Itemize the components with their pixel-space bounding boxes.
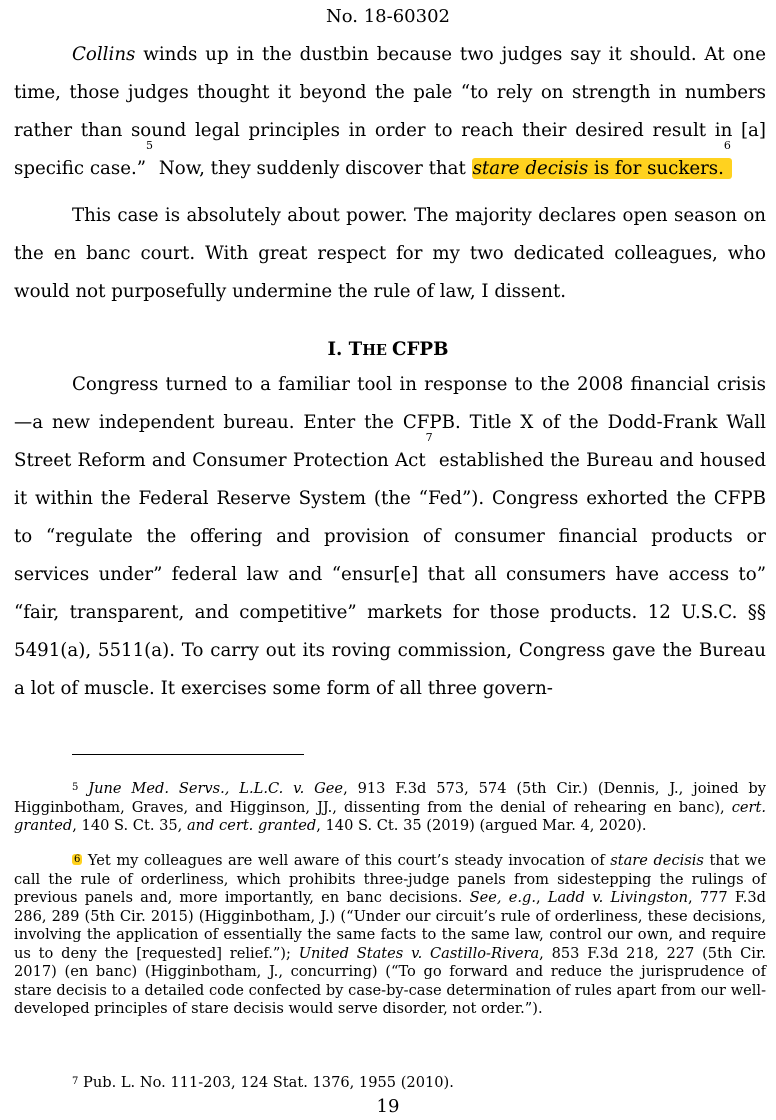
- footnote-5: $^5$ June Med. Servs., L.L.C. v. Gee, 913 F.3d 573, 574 (5th Cir.) (Dennis, J., joined by Higginbotham, Graves, and Higginson, JJ., dissenting from the denial of rehearing en banc), cert. granted, 140 S. Ct. 35, and cert. granted, 140 S. Ct. 35 (2019) (argued Mar. 4, 2020).: [14, 780, 766, 834]
- paragraph-3: Congress turned to a familiar tool in response to the 2008 financial crisis—a new independent bureau. Enter the CFPB. Title X of the Dodd-Frank Wall Street Reform and Consumer Protection Act$^7$ established the Bureau and housed it within the Federal Reserve System (the “Fed”). Congress exhorted the CFPB to “regulate the offering and provision of consumer financial products or services under” federal law and “ensur[e] that all consumers have access to” “fair, transparent, and competitive” markets for those products. 12 U.S.C. §§ 5491(a), 5511(a). To carry out its roving commission, Congress gave the Bureau a lot of muscle. It exercises some form of all three govern-: [14, 374, 766, 699]
- section-heading: I. THE CFPB: [327, 339, 449, 360]
- footnote-mark-6[interactable]: 6: [74, 854, 81, 865]
- case-name-collins: Collins: [72, 44, 136, 65]
- footnote-ref-7[interactable]: 7: [425, 431, 433, 444]
- footnote-7: $^7$ Pub. L. No. 111-203, 124 Stat. 1376, 1955 (2010).: [72, 1074, 454, 1091]
- page-number: 19: [376, 1096, 400, 1117]
- paragraph-2: This case is absolutely about power. The majority declares open season on the en banc court. With great respect for my two dedicated colleagues, who would not purposefully undermine the rule of law, I dissent.: [14, 205, 766, 302]
- footnote-ref-5[interactable]: 5: [146, 139, 154, 152]
- footnote-6: $^6$ Yet my colleagues are well aware of this court’s steady invocation of stare decisis that we call the rule of orderliness, which prohibits three-judge panels from sidestepping the rulings of previous panels and, more importantly, en banc decisions. See, e.g., Ladd v. Livingston, 777 F.3d 286, 289 (5th Cir. 2015) (Higginbotham, J.) (“Under our circuit’s rule of orderliness, these decisions, involving the application of essentially the same facts to the same law, control our own, and require us to deny the [requested] relief.”); United States v. Castillo-Rivera, 853 F.3d 218, 227 (5th Cir. 2017) (en banc) (Higginbotham, J., concurring) (“To go forward and reduce the jurisprudence of stare decisis to a detailed code confected by case-by-case determination of rules apart from our well-developed principles of stare decisis would serve disorder, not order.”).: [14, 852, 766, 1017]
- footnote-ref-6[interactable]: 6: [723, 139, 731, 152]
- footnote-mark-7: 7: [72, 1076, 79, 1087]
- footnote-separator: [72, 754, 304, 755]
- paragraph-1: Collins winds up in the dustbin because two judges say it should. At one time, those judges thought it beyond the pale “to rely on strength in numbers rather than sound legal principles in order to reach their desired result in [a] specific case.”$^5$ Now, they suddenly discover that stare decisis is for suckers.$^6$: [14, 44, 766, 179]
- footnote-mark-5: 5: [72, 782, 79, 793]
- docket-number: No. 18-60302: [326, 6, 450, 27]
- highlighted-text[interactable]: stare decisis is for suckers.$^6$: [472, 139, 731, 179]
